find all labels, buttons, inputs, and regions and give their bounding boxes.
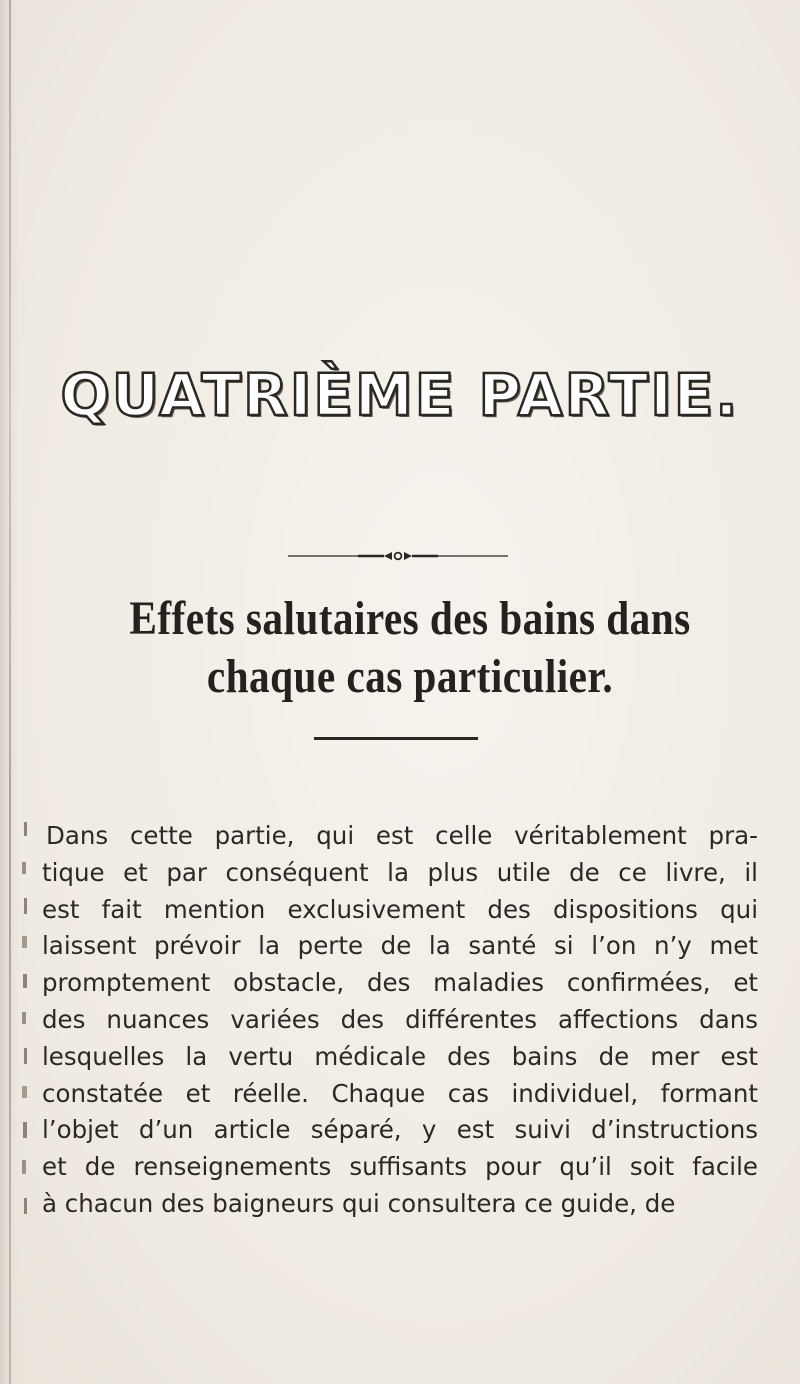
body-line: promptement obstacle, des maladies confirmées, et [42, 968, 758, 998]
body-line: est fait mention exclusivement des dispositions qui [42, 894, 758, 924]
body-line: laissent prévoir la perte de la santé si l’on n’y met [42, 931, 758, 961]
body-line: Dans cette partie, qui est celle véritablement pra- [46, 821, 758, 850]
part-heading: QUATRIÈME PARTIE. [60, 361, 740, 429]
body-line: des nuances variées des différentes affections dans [42, 1004, 758, 1034]
body-line: et de renseignements suffisants pour qu’il soit facile [42, 1152, 758, 1182]
body-line: lesquelles la vertu médicale des bains de mer est [42, 1041, 758, 1071]
body-paragraph [42, 818, 758, 1223]
binding-line [9, 0, 11, 1384]
body-line: l’objet d’un article séparé, y est suivi d’instructions [42, 1115, 758, 1145]
margin-marks [22, 822, 42, 1252]
ornament-divider [288, 550, 508, 562]
body-line: à chacun des baigneurs qui consultera ce guide, de [42, 1188, 676, 1218]
body-line: constatée et réelle. Chaque cas individuel, formant [42, 1078, 758, 1108]
horizontal-rule [314, 737, 478, 740]
section-title: Effets salutaires des bains dans chaque cas particulier. [129, 592, 691, 703]
body-line: tique et par conséquent la plus utile de ce livre, il [42, 857, 758, 887]
